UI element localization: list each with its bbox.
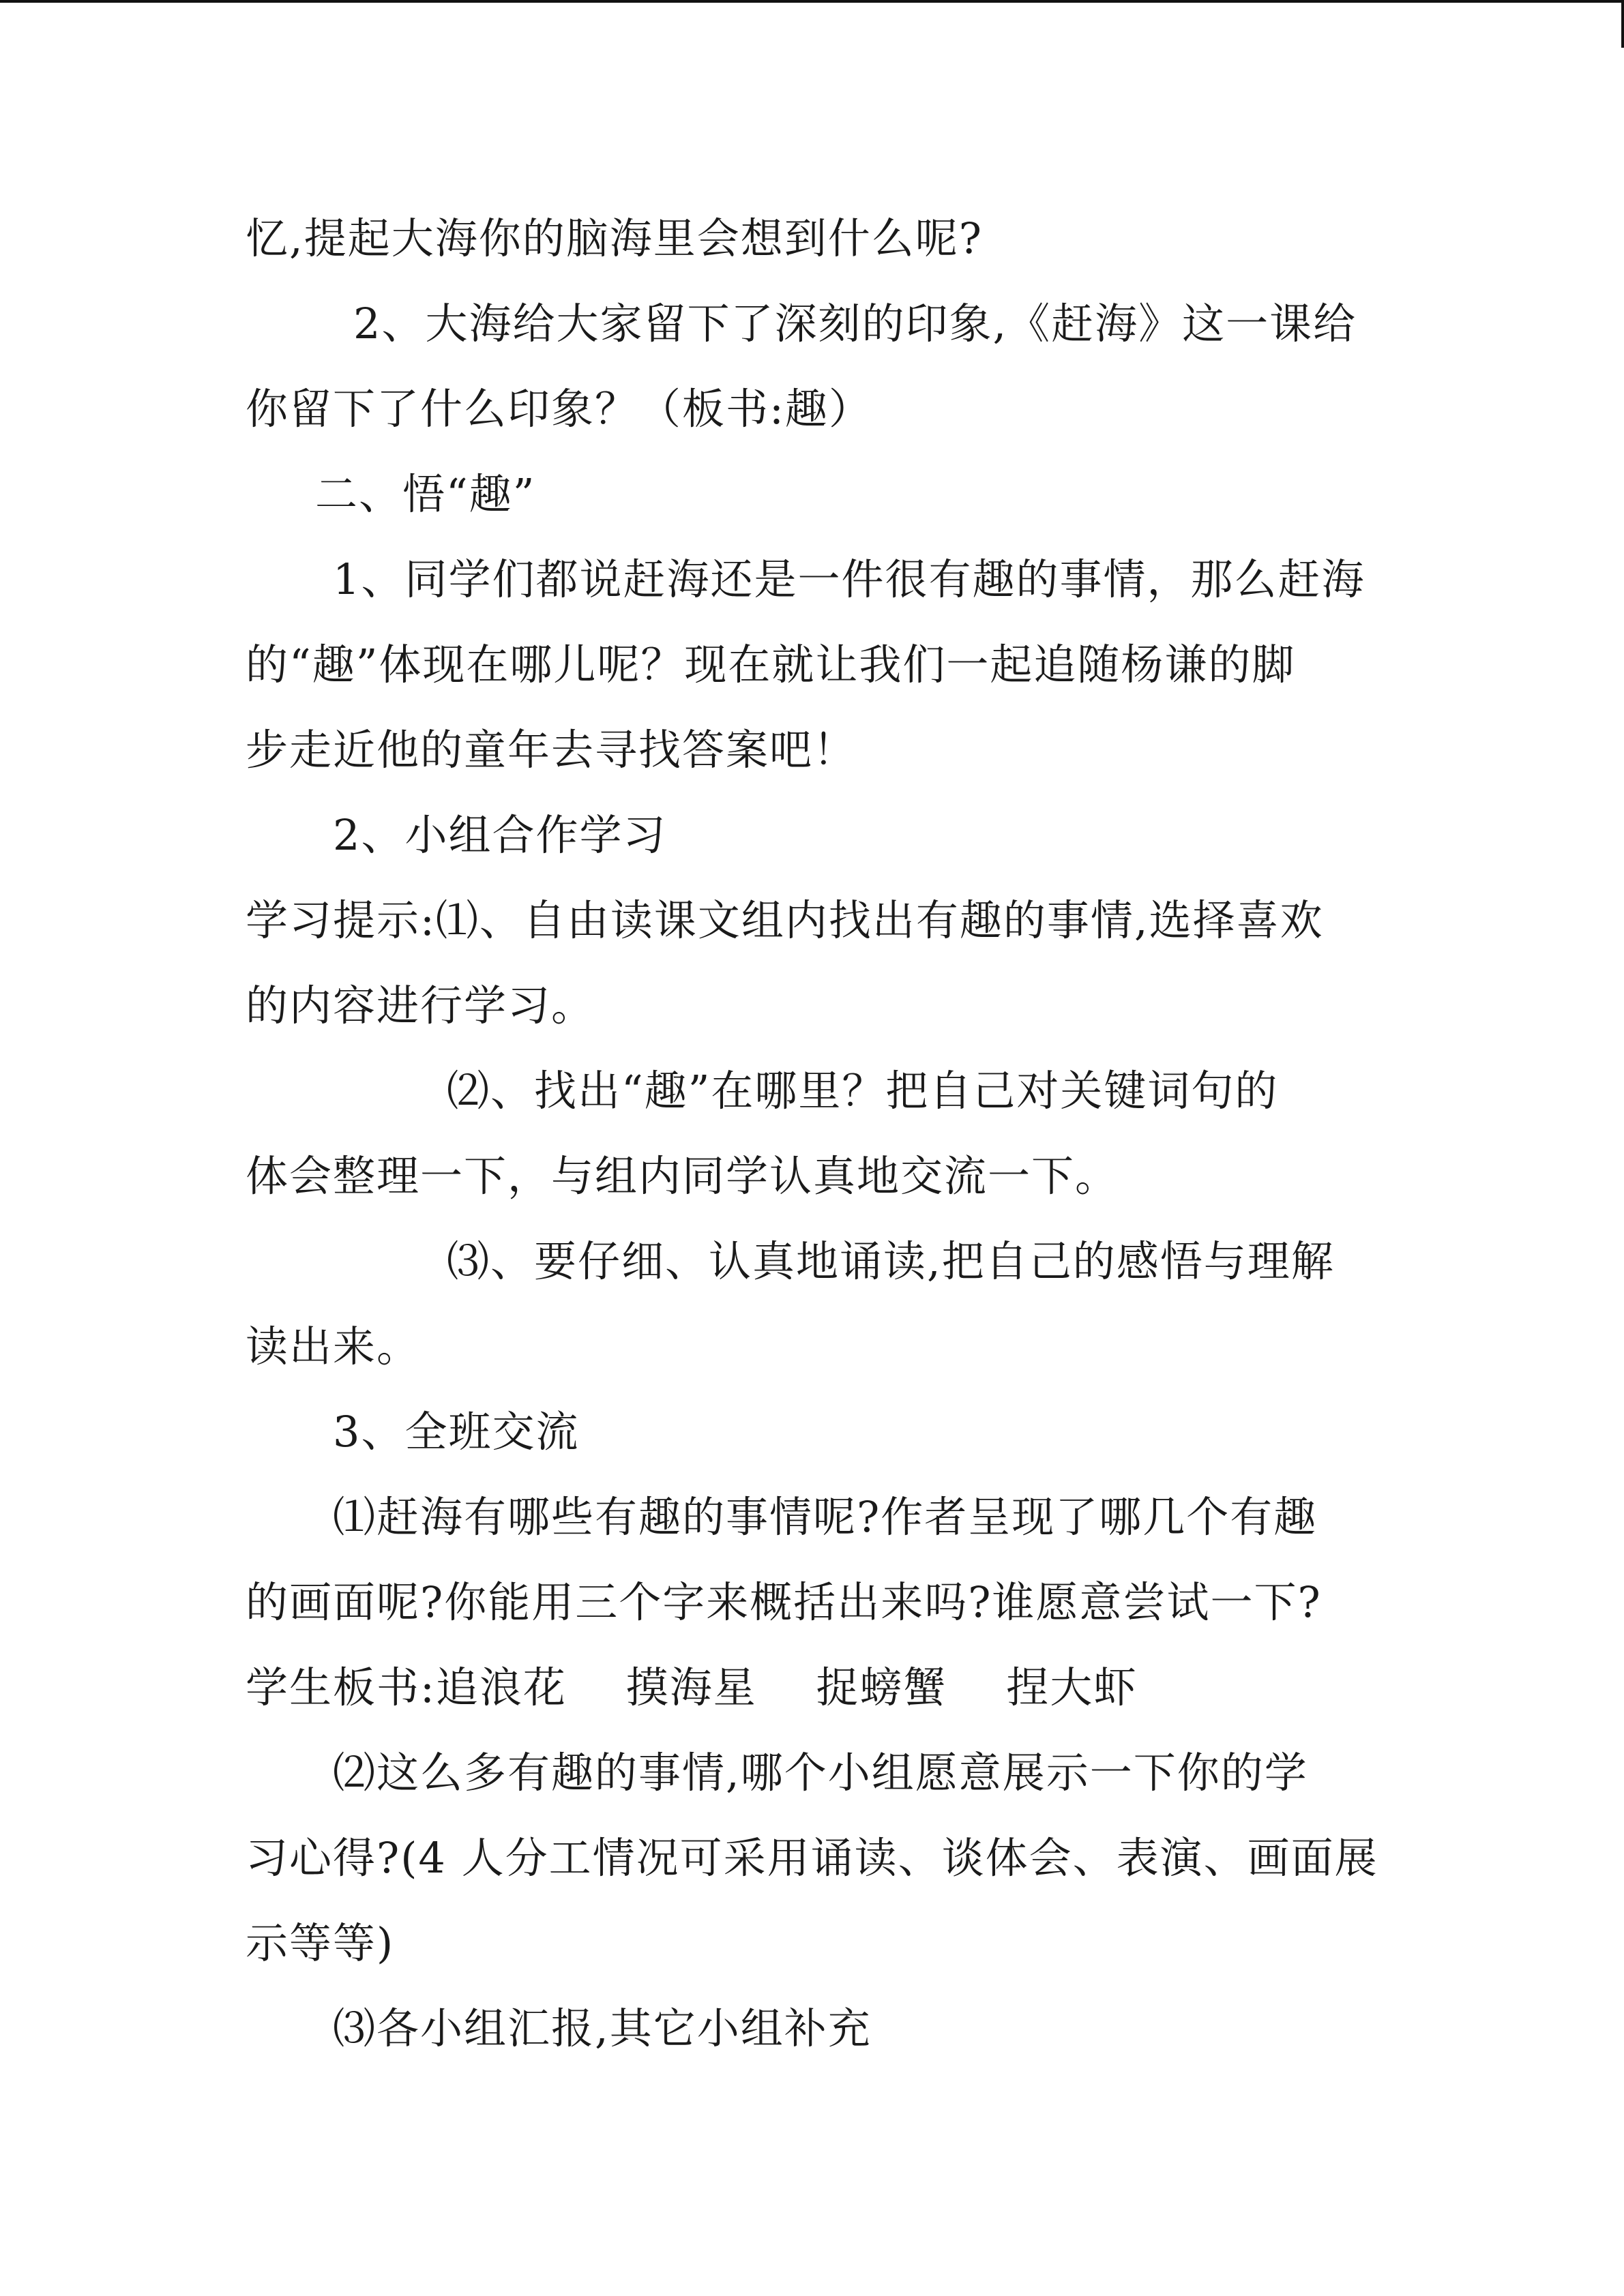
text-line-9: 学习提示:⑴、自由读课文组内找出有趣的事情,选择喜欢 <box>246 895 1324 945</box>
text-line-22: ⑶各小组汇报,其它小组补充 <box>333 2003 872 2053</box>
page-top-border <box>0 0 1624 3</box>
text-line-20: 习心得?(4 人分工情况可采用诵读、谈体会、表演、画面展 <box>246 1833 1378 1883</box>
text-line-15: 3、全班交流 <box>333 1407 580 1457</box>
text-line-10: 的内容进行学习。 <box>246 981 595 1030</box>
text-line-12: 体会整理一下，与组内同学认真地交流一下。 <box>246 1151 1119 1201</box>
text-line-14: 读出来。 <box>246 1322 421 1371</box>
text-line-16: ⑴赶海有哪些有趣的事情呢?作者呈现了哪几个有趣 <box>333 1492 1318 1542</box>
text-line-13: ⑶、要仔细、认真地诵读,把自己的感悟与理解 <box>447 1236 1335 1286</box>
page-right-border <box>1621 0 1624 48</box>
text-line-1: 忆,提起大海你的脑海里会想到什么呢? <box>246 213 983 263</box>
text-line-18: 学生板书:追浪花 摸海星 捉螃蟹 捏大虾 <box>246 1663 1138 1712</box>
text-line-7: 步走近他的童年去寻找答案吧！ <box>246 725 857 775</box>
text-line-17: 的画面呢?你能用三个字来概括出来吗?谁愿意尝试一下? <box>246 1577 1322 1627</box>
text-line-8: 2、小组合作学习 <box>333 810 667 860</box>
text-line-11: ⑵、找出“趣”在哪里？把自己对关键词句的 <box>447 1066 1279 1116</box>
text-line-2: 2、大海给大家留下了深刻的印象,《赶海》这一课给 <box>353 299 1357 348</box>
text-line-6: 的“趣”体现在哪儿呢？现在就让我们一起追随杨谦的脚 <box>246 640 1296 689</box>
text-line-3: 你留下了什么印象？（板书:趣） <box>246 384 872 434</box>
text-line-5: 1、同学们都说赶海还是一件很有趣的事情，那么赶海 <box>333 554 1365 604</box>
text-line-21: 示等等) <box>246 1918 395 1968</box>
text-line-19: ⑵这么多有趣的事情,哪个小组愿意展示一下你的学 <box>333 1748 1308 1798</box>
section-heading-wu-qu: 二、悟“趣” <box>315 469 536 519</box>
